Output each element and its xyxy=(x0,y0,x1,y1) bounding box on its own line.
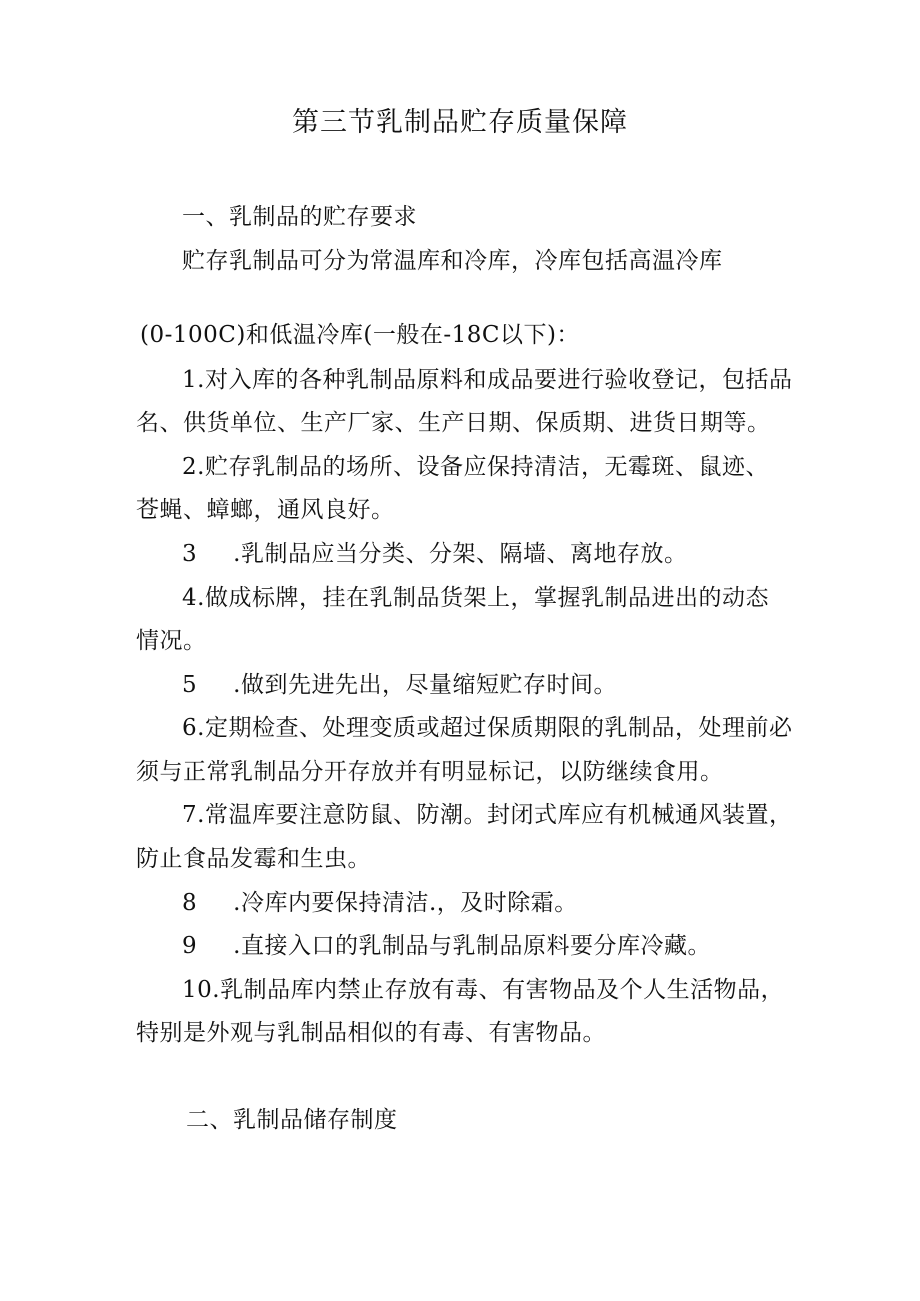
item-number: 2 xyxy=(182,454,198,480)
item-text: .定期检查、处理变质或超过保质期限的乳制品，处理前必 xyxy=(197,715,793,741)
item-number: 3 xyxy=(182,541,198,567)
item-text: .直接入口的乳制品与乳制品原料要分库冷藏。 xyxy=(233,933,711,959)
list-item-10 xyxy=(182,975,784,1005)
item-number: 9 xyxy=(182,933,198,959)
list-item-2 xyxy=(182,452,769,482)
list-item-9 xyxy=(182,931,711,961)
item-text: .做到先进先出，尽量缩短贮存时间。 xyxy=(233,672,617,698)
list-item-6 xyxy=(182,713,792,743)
item-number: 7 xyxy=(182,802,198,828)
intro-line-2: (0-100C)和低温冷库(一般在-18C以下)： xyxy=(140,322,580,348)
item-text: .贮存乳制品的场所、设备应保持清洁，无霉斑、鼠迹、 xyxy=(197,454,769,480)
item-number: 4 xyxy=(182,585,198,611)
list-item-7 xyxy=(182,800,792,830)
list-item-3 xyxy=(182,539,687,569)
item-text: .冷库内要保持清洁.，及时除霜。 xyxy=(233,890,578,916)
item-text: .对入库的各种乳制品原料和成品要进行验收登记，包括品 xyxy=(197,367,793,393)
list-item-1 xyxy=(182,365,792,395)
item-number: 1 xyxy=(182,367,198,393)
intro-line-1: 贮存乳制品可分为常温库和冷库，冷库包括高温冷库 xyxy=(182,248,723,274)
item-number: 5 xyxy=(182,672,198,698)
item-number: 6 xyxy=(182,715,198,741)
item-number: 8 xyxy=(182,890,198,916)
list-item-4 xyxy=(182,583,769,613)
item-text: .乳制品库内禁止存放有毒、有害物品及个人生活物品， xyxy=(212,977,785,1003)
page-title: 第三节乳制品贮存质量保障 xyxy=(292,107,628,138)
list-item-2-cont: 苍蝇、蟑螂，通风良好。 xyxy=(136,497,395,523)
list-item-4-cont: 情况。 xyxy=(136,628,207,654)
list-item-8 xyxy=(182,888,578,918)
list-item-6-cont: 须与正常乳制品分开存放并有明显标记，以防继续食用。 xyxy=(136,759,724,785)
list-item-10-cont: 特别是外观与乳制品相似的有毒、有害物品。 xyxy=(136,1020,606,1046)
list-item-1-cont: 名、供货单位、生产厂家、生产日期、保质期、进货日期等。 xyxy=(136,410,771,436)
item-number: 10 xyxy=(182,977,213,1003)
item-text: .做成标牌，挂在乳制品货架上，掌握乳制品进出的动态 xyxy=(197,585,769,611)
section2-heading: 二、乳制品储存制度 xyxy=(186,1107,398,1133)
item-text: .乳制品应当分类、分架、隔墙、离地存放。 xyxy=(233,541,688,567)
list-item-7-cont: 防止食品发霉和生虫。 xyxy=(136,846,371,872)
list-item-5 xyxy=(182,670,617,700)
item-text: .常温库要注意防鼠、防潮。封闭式库应有机械通风装置， xyxy=(197,802,793,828)
section1-heading: 一、乳制品的贮存要求 xyxy=(182,204,417,230)
